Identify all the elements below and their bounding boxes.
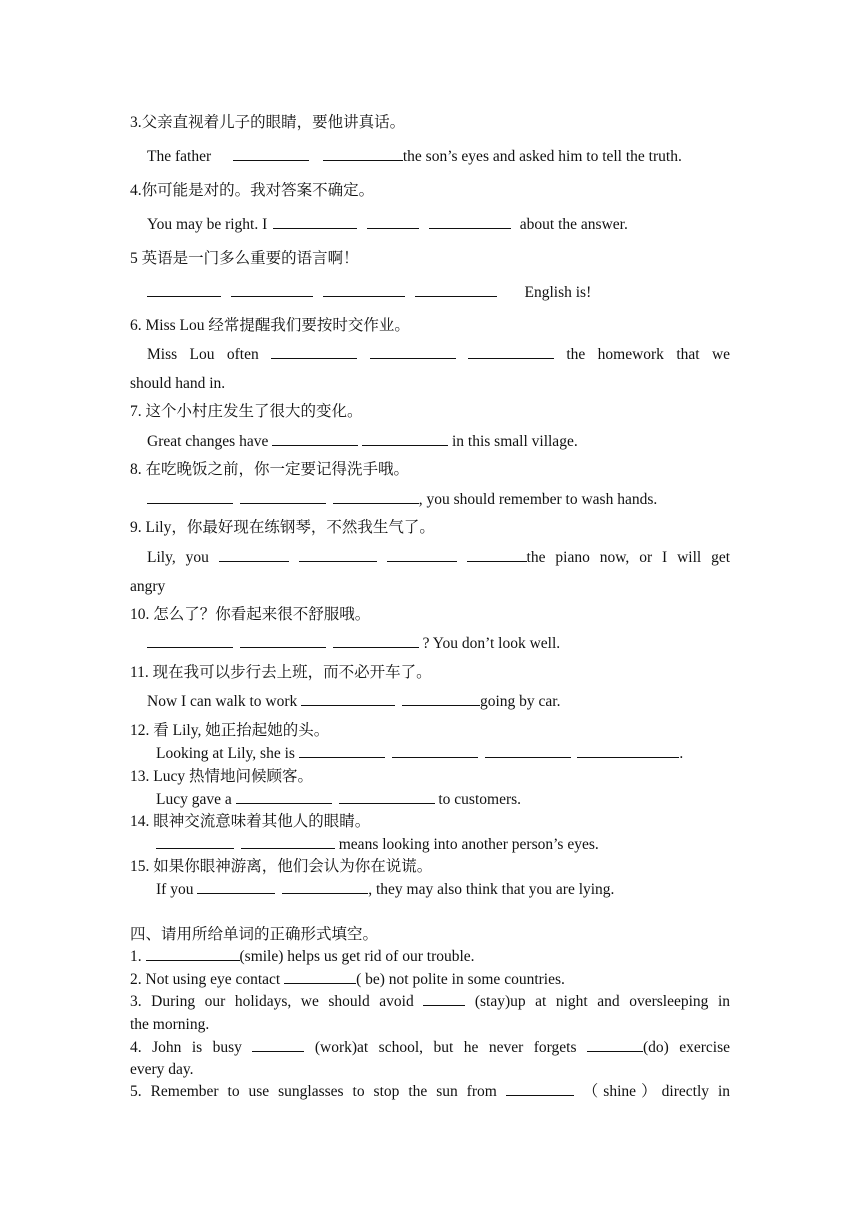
q7-text-b: in this small village. — [451, 433, 578, 450]
q6-english — [147, 344, 730, 366]
s4-item-3-blank[interactable] — [423, 991, 465, 1006]
q15-text-b: , they may also think that you are lying. — [368, 881, 615, 898]
q15-blank-1[interactable] — [197, 879, 275, 894]
q8-blank-3[interactable] — [333, 489, 419, 504]
s4-item-4-text-c: (do) exercise — [642, 1039, 731, 1056]
q5-english — [147, 282, 747, 304]
s4-item-4 — [130, 1037, 730, 1059]
q14-text-b: means looking into another person’s eyes. — [338, 836, 599, 853]
q10-blank-1[interactable] — [147, 633, 233, 648]
q9-chinese: 9. Lily，你最好现在练钢琴，不然我生气了。 — [130, 519, 435, 536]
q14-chinese: 14. 眼神交流意味着其他人的眼睛。 — [130, 813, 371, 830]
q11-chinese: 11. 现在我可以步行去上班，而不必开车了。 — [130, 664, 432, 681]
s4-item-2-blank[interactable] — [284, 969, 356, 984]
s4-item-1-blank[interactable] — [146, 946, 240, 961]
q4-blank-1[interactable] — [273, 214, 357, 229]
s4-item-4-continued: every day. — [130, 1061, 194, 1078]
q6-blank-2[interactable] — [370, 344, 456, 359]
q12-blank-3[interactable] — [485, 743, 571, 758]
q15-chinese: 15. 如果你眼神游离，他们会认为你在说谎。 — [130, 858, 433, 875]
q14-blank-2[interactable] — [241, 834, 335, 849]
q9-blank-4[interactable] — [467, 547, 527, 562]
q9-blank-2[interactable] — [299, 547, 377, 562]
q7-text-a: Great changes have — [147, 433, 269, 450]
q5-text-b: English is! — [524, 284, 592, 301]
q8-blank-1[interactable] — [147, 489, 233, 504]
s4-item-4-text-b: (work)at school, but he never forgets — [314, 1039, 577, 1056]
q4-blank-2[interactable] — [367, 214, 419, 229]
q11-blank-2[interactable] — [402, 691, 480, 706]
q10-blank-3[interactable] — [333, 633, 419, 648]
q4-text-b: about the answer. — [519, 216, 628, 233]
q7-blank-1[interactable] — [272, 431, 358, 446]
q10-text-b: ? You don’t look well. — [422, 635, 561, 652]
q6-text-a: Miss Lou often — [147, 346, 259, 363]
q14-english — [156, 834, 756, 856]
q4-text-a: You may be right. I — [147, 216, 268, 233]
q13-text-b: to customers. — [438, 791, 522, 808]
s4-item-4-blank-1[interactable] — [252, 1037, 304, 1052]
q4-blank-3[interactable] — [429, 214, 511, 229]
s4-item-4-blank-2[interactable] — [587, 1037, 643, 1052]
q6-text-b: the homework that we — [566, 346, 731, 363]
q5-blank-1[interactable] — [147, 282, 221, 297]
q15-text-a: If you — [156, 881, 194, 898]
q13-chinese: 13. Lucy 热情地问候顾客。 — [130, 768, 313, 785]
s4-item-3-text-b: (stay)up at night and oversleeping in — [474, 993, 731, 1010]
q7-english — [147, 431, 747, 453]
q4-english — [147, 214, 747, 236]
q13-text-a: Lucy gave a — [156, 791, 232, 808]
q7-blank-2[interactable] — [362, 431, 448, 446]
q9-continued: angry — [130, 578, 166, 595]
q12-blank-2[interactable] — [392, 743, 478, 758]
q5-blank-3[interactable] — [323, 282, 405, 297]
s4-item-5 — [130, 1081, 730, 1103]
q3-chinese: 3.父亲直视着儿子的眼睛，要他讲真话。 — [130, 114, 406, 131]
q12-text-b: . — [679, 745, 684, 762]
q9-text-b: the piano now, or I will get — [526, 549, 731, 566]
q8-blank-2[interactable] — [240, 489, 326, 504]
q10-blank-2[interactable] — [240, 633, 326, 648]
q13-blank-1[interactable] — [236, 789, 332, 804]
q6-chinese: 6. Miss Lou 经常提醒我们要按时交作业。 — [130, 317, 410, 334]
q12-blank-1[interactable] — [299, 743, 385, 758]
q3-text-b: the son’s eyes and asked him to tell the truth. — [402, 148, 682, 165]
q6-blank-3[interactable] — [468, 344, 554, 359]
q9-blank-3[interactable] — [387, 547, 457, 562]
s4-item-3 — [130, 991, 730, 1013]
s4-item-1 — [130, 946, 730, 968]
q3-english — [147, 146, 747, 168]
s4-item-2-text-a: 2. Not using eye contact — [130, 971, 281, 988]
s4-item-1-text: (smile) helps us get rid of our trouble. — [239, 948, 475, 965]
s4-item-2 — [130, 969, 730, 991]
q8-chinese: 8. 在吃晚饭之前，你一定要记得洗手哦。 — [130, 461, 410, 478]
q15-english — [156, 879, 756, 901]
q14-blank-1[interactable] — [156, 834, 234, 849]
q13-english — [156, 789, 756, 811]
s4-item-3-text-a: 3. During our holidays, we should avoid — [130, 993, 414, 1010]
q3-blank-1[interactable] — [233, 146, 309, 161]
q11-text-b: going by car. — [479, 693, 561, 710]
q6-blank-1[interactable] — [271, 344, 357, 359]
q11-english — [147, 691, 747, 713]
s4-item-5-text-b: （shine）directly in — [582, 1083, 731, 1100]
q7-chinese: 7. 这个小村庄发生了很大的变化。 — [130, 403, 363, 420]
q9-text-a: Lily, you — [147, 549, 209, 566]
q15-blank-2[interactable] — [282, 879, 368, 894]
s4-item-5-blank[interactable] — [506, 1081, 574, 1096]
q5-blank-2[interactable] — [231, 282, 313, 297]
s4-item-4-text-a: 4. John is busy — [130, 1039, 242, 1056]
q5-chinese: 5 英语是一门多么重要的语言啊！ — [130, 250, 359, 267]
q11-blank-1[interactable] — [301, 691, 395, 706]
q6-continued: should hand in. — [130, 375, 226, 392]
s4-item-5-text-a: 5. Remember to use sunglasses to stop the sun from — [130, 1083, 497, 1100]
q4-chinese: 4.你可能是对的。我对答案不确定。 — [130, 182, 375, 199]
q10-chinese: 10. 怎么了？你看起来很不舒服哦。 — [130, 606, 371, 623]
q12-blank-4[interactable] — [577, 743, 679, 758]
q5-blank-4[interactable] — [415, 282, 497, 297]
s4-item-2-text-b: ( be) not polite in some countries. — [356, 971, 565, 988]
q9-blank-1[interactable] — [219, 547, 289, 562]
q9-english — [147, 547, 730, 569]
q12-text-a: Looking at Lily, she is — [156, 745, 295, 762]
q8-english — [147, 489, 747, 511]
q10-english — [147, 633, 747, 655]
s4-item-1-num: 1. — [130, 948, 142, 965]
q8-text-b: , you should remember to wash hands. — [418, 491, 658, 508]
q13-blank-2[interactable] — [339, 789, 435, 804]
q3-text-a: The father — [147, 148, 212, 165]
q12-chinese: 12. 看 Lily, 她正抬起她的头。 — [130, 722, 330, 739]
q12-english — [156, 743, 756, 765]
q11-text-a: Now I can walk to work — [147, 693, 298, 710]
q3-blank-2[interactable] — [323, 146, 403, 161]
s4-item-3-continued: the morning. — [130, 1016, 210, 1033]
section4-title: 四、请用所给单词的正确形式填空。 — [130, 926, 379, 943]
